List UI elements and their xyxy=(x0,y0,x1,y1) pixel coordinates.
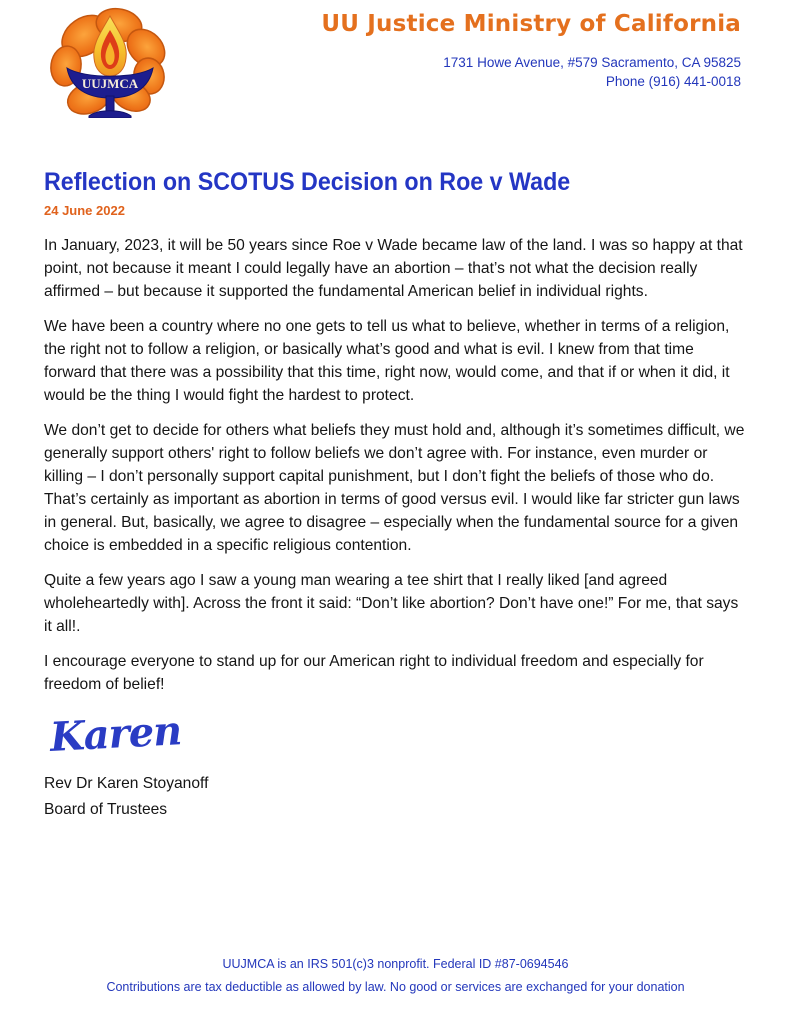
paragraph-5: I encourage everyone to stand up for our American right to individual freedom and especially for freedom of belief! xyxy=(44,653,704,693)
logo-text: UUJMCA xyxy=(81,76,139,91)
signer-title: Board of Trustees xyxy=(44,801,168,818)
letter-body xyxy=(44,168,750,823)
nonprofit-footer xyxy=(0,953,791,999)
address-line-1: 1731 Howe Avenue, #579 Sacramento, CA 95825 xyxy=(443,55,741,70)
paragraph-2: We have been a country where no one gets to tell us what to believe, whether in terms of a religion, the right not to follow a religion, or basically what’s good and what is evil. I knew from that time forward that there was a possibility that this time, right now, would come, and that if or when it did, it would be the thing I would fight the hardest to protect. xyxy=(44,318,730,404)
handwritten-signature: Karen xyxy=(48,707,183,761)
letter-title: Reflection on SCOTUS Decision on Roe v Wade xyxy=(44,168,571,196)
uujmca-chalice-flower-icon xyxy=(45,4,175,118)
footer-line-2: Contributions are tax deductible as allowed by law. No good or services are exchanged for your donation xyxy=(106,980,685,994)
address-line-2: Phone (916) 441-0018 xyxy=(605,73,741,89)
paragraph-4: Quite a few years ago I saw a young man wearing a tee shirt that I really liked [and agreed wholeheartedly with]. Across the front it said: “Don’t like abortion? Don’t have one!” For me, that says it all!. xyxy=(44,572,739,635)
footer-line-1: UUJMCA is an IRS 501(c)3 nonprofit. Federal ID #87-0694546 xyxy=(222,957,569,971)
org-name: UU Justice Ministry of California xyxy=(321,11,741,37)
org-address xyxy=(443,54,741,91)
paragraph-1: In January, 2023, it will be 50 years since Roe v Wade became law of the land. I was so happy at that point, not because it meant I could legally have an abortion – that’s not what the decision really affirmed – but because it supported the fundamental American belief in individual rights. xyxy=(44,237,743,300)
signer-name: Rev Dr Karen Stoyanoff xyxy=(44,775,209,792)
letter-date: 24 June 2022 xyxy=(44,203,125,218)
paragraph-3: We don’t get to decide for others what beliefs they must hold and, although it’s sometimes difficult, we generally support others' right to follow beliefs we don’t agree with. For instance, even murder or killing – I don’t personally support capital punishment, but I don’t fight the beliefs of those who do. That’s certainly as important as abortion in terms of good versus evil. I would like far stricter gun laws in general. But, basically, we agree to disagree – especially when the fundamental source for a given choice is embedded in a specific religious contention. xyxy=(44,422,745,554)
